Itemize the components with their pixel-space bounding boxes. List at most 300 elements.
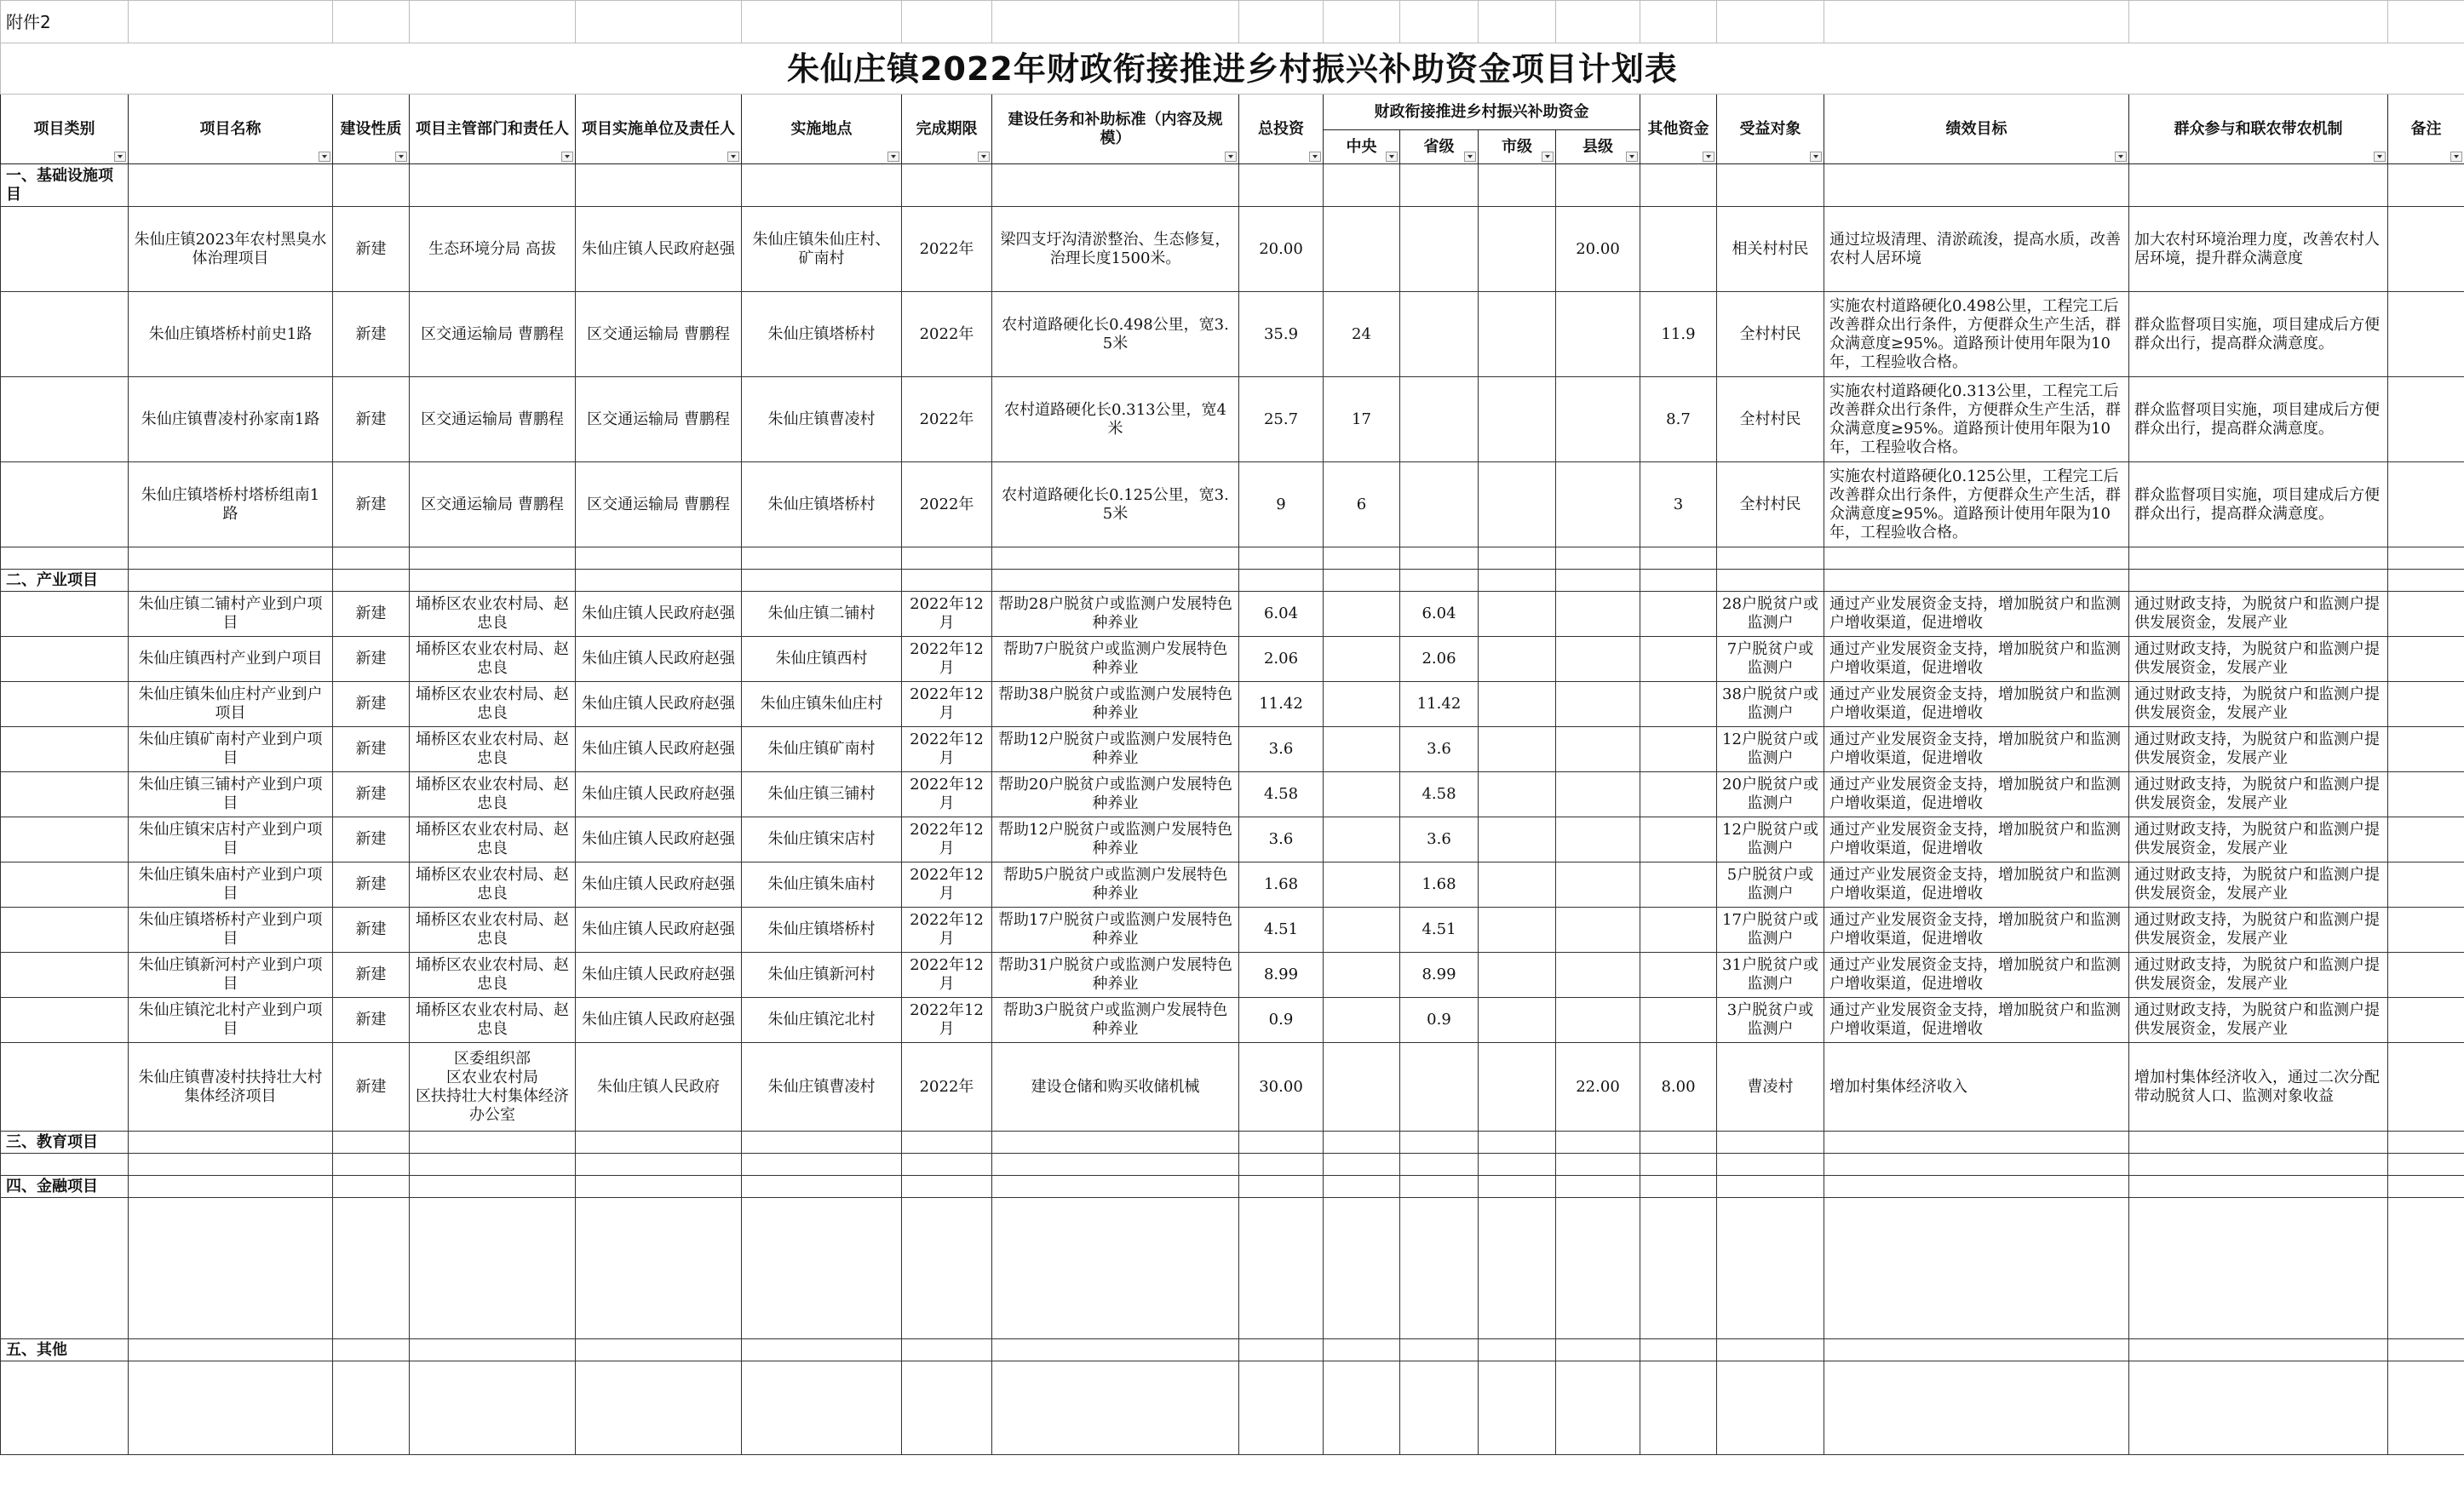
cell-central[interactable] <box>1324 772 1400 817</box>
header-central[interactable]: 中央 <box>1324 130 1400 164</box>
cell-place[interactable]: 朱仙庄镇沱北村 <box>742 998 902 1043</box>
cell-city[interactable] <box>1479 772 1556 817</box>
empty-cell[interactable] <box>576 570 742 592</box>
empty-cell[interactable] <box>1400 570 1479 592</box>
empty-cell[interactable] <box>1556 1154 1640 1176</box>
empty-cell[interactable] <box>1640 1154 1717 1176</box>
empty-cell[interactable] <box>129 1339 333 1361</box>
cell-deadline[interactable]: 2022年12月 <box>902 817 992 862</box>
empty-cell[interactable] <box>2129 570 2388 592</box>
header-beneficiary[interactable]: 受益对象 <box>1717 95 1824 164</box>
cell-province[interactable]: 8.99 <box>1400 953 1479 998</box>
empty-cell[interactable] <box>2388 547 2464 570</box>
empty-cell[interactable] <box>129 1361 333 1455</box>
cell-central[interactable]: 6 <box>1324 462 1400 547</box>
cell-nature[interactable]: 新建 <box>333 207 410 292</box>
cell-mechanism[interactable]: 通过财政支持，为脱贫户和监测户提供发展资金，发展产业 <box>2129 862 2388 908</box>
cell-central[interactable] <box>1324 207 1400 292</box>
empty-cell[interactable] <box>1239 1154 1324 1176</box>
cell-task[interactable]: 帮助7户脱贫户或监测户发展特色种养业 <box>992 637 1239 682</box>
cell-deadline[interactable]: 2022年 <box>902 207 992 292</box>
header-unit[interactable]: 项目实施单位及责任人 <box>576 95 742 164</box>
cell-deadline[interactable]: 2022年12月 <box>902 998 992 1043</box>
empty-cell[interactable] <box>992 164 1239 207</box>
category-cell[interactable] <box>1 817 129 862</box>
cell-name[interactable]: 朱仙庄镇曹凌村扶持壮大村集体经济项目 <box>129 1043 333 1132</box>
empty-cell[interactable] <box>1324 1132 1400 1154</box>
empty-cell[interactable] <box>129 1198 333 1339</box>
cell-total[interactable]: 8.99 <box>1239 953 1324 998</box>
cell-unit[interactable]: 朱仙庄镇人民政府赵强 <box>576 207 742 292</box>
cell-province[interactable] <box>1400 292 1479 377</box>
empty-cell[interactable] <box>1824 1176 2129 1198</box>
cell-province[interactable]: 0.9 <box>1400 998 1479 1043</box>
cell-mechanism[interactable]: 通过财政支持，为脱贫户和监测户提供发展资金，发展产业 <box>2129 637 2388 682</box>
cell-name[interactable]: 朱仙庄镇宋店村产业到户项目 <box>129 817 333 862</box>
empty-cell[interactable] <box>2388 1361 2464 1455</box>
cell-place[interactable]: 朱仙庄镇塔桥村 <box>742 292 902 377</box>
cell-name[interactable]: 朱仙庄镇塔桥村产业到户项目 <box>129 908 333 953</box>
empty-cell[interactable] <box>1556 547 1640 570</box>
cell-unit[interactable]: 区交通运输局 曹鹏程 <box>576 377 742 462</box>
cell-city[interactable] <box>1479 292 1556 377</box>
cell-place[interactable]: 朱仙庄镇曹凌村 <box>742 1043 902 1132</box>
cell-county[interactable] <box>1556 817 1640 862</box>
empty-cell[interactable] <box>1824 1339 2129 1361</box>
cell-name[interactable]: 朱仙庄镇二铺村产业到户项目 <box>129 592 333 637</box>
cell-place[interactable]: 朱仙庄镇朱仙庄村、矿南村 <box>742 207 902 292</box>
cell-unit[interactable]: 朱仙庄镇人民政府赵强 <box>576 953 742 998</box>
cell-remark[interactable] <box>2388 637 2464 682</box>
cell-deadline[interactable]: 2022年12月 <box>902 953 992 998</box>
filter-dropdown-icon[interactable] <box>2374 152 2386 162</box>
empty-cell[interactable] <box>902 570 992 592</box>
empty-cell[interactable] <box>333 570 410 592</box>
cell-remark[interactable] <box>2388 592 2464 637</box>
cell-total[interactable]: 35.9 <box>1239 292 1324 377</box>
cell-name[interactable]: 朱仙庄镇塔桥村前史1路 <box>129 292 333 377</box>
cell-central[interactable] <box>1324 817 1400 862</box>
section-industry[interactable]: 二、产业项目 <box>1 570 129 592</box>
cell-unit[interactable]: 区交通运输局 曹鹏程 <box>576 292 742 377</box>
filter-dropdown-icon[interactable] <box>1464 152 1476 162</box>
empty-cell[interactable] <box>1239 164 1324 207</box>
filter-dropdown-icon[interactable] <box>395 152 407 162</box>
empty-cell[interactable] <box>1239 1198 1324 1339</box>
empty-cell[interactable] <box>742 164 902 207</box>
cell-deadline[interactable]: 2022年12月 <box>902 727 992 772</box>
empty-cell[interactable] <box>1324 570 1400 592</box>
empty-cell[interactable] <box>2129 1361 2388 1455</box>
cell-target[interactable]: 通过产业发展资金支持，增加脱贫户和监测户增收渠道，促进增收 <box>1824 727 2129 772</box>
cell-total[interactable]: 2.06 <box>1239 637 1324 682</box>
empty-cell[interactable] <box>992 547 1239 570</box>
cell-total[interactable]: 9 <box>1239 462 1324 547</box>
category-cell[interactable] <box>1 592 129 637</box>
cell-mechanism[interactable]: 通过财政支持，为脱贫户和监测户提供发展资金，发展产业 <box>2129 592 2388 637</box>
cell-unit[interactable]: 朱仙庄镇人民政府赵强 <box>576 682 742 727</box>
empty-cell[interactable] <box>742 1361 902 1455</box>
cell-other[interactable] <box>1640 592 1717 637</box>
cell-remark[interactable] <box>2388 862 2464 908</box>
category-cell[interactable] <box>1 637 129 682</box>
cell-remark[interactable] <box>2388 772 2464 817</box>
filter-dropdown-icon[interactable] <box>2115 152 2127 162</box>
cell-nature[interactable]: 新建 <box>333 462 410 547</box>
empty-cell[interactable] <box>410 1176 576 1198</box>
empty-cell[interactable] <box>1640 570 1717 592</box>
empty-cell[interactable] <box>410 547 576 570</box>
cell-target[interactable]: 实施农村道路硬化0.498公里，工程完工后改善群众出行条件，方便群众生产生活，群众满意度≥95%。道路预计使用年限为10年，工程验收合格。 <box>1824 292 2129 377</box>
empty-cell[interactable] <box>902 547 992 570</box>
empty-cell[interactable] <box>333 1198 410 1339</box>
cell-beneficiary[interactable]: 12户脱贫户或监测户 <box>1717 817 1824 862</box>
empty-cell[interactable] <box>576 164 742 207</box>
empty-cell[interactable] <box>992 1198 1239 1339</box>
cell-mechanism[interactable]: 通过财政支持，为脱贫户和监测户提供发展资金，发展产业 <box>2129 772 2388 817</box>
cell-city[interactable] <box>1479 862 1556 908</box>
filter-dropdown-icon[interactable] <box>1386 152 1398 162</box>
empty-cell[interactable] <box>992 570 1239 592</box>
cell-mechanism[interactable]: 通过财政支持，为脱贫户和监测户提供发展资金，发展产业 <box>2129 953 2388 998</box>
empty-cell[interactable] <box>1717 1132 1824 1154</box>
cell-county[interactable] <box>1556 292 1640 377</box>
cell-remark[interactable] <box>2388 207 2464 292</box>
header-deadline[interactable]: 完成期限 <box>902 95 992 164</box>
category-cell[interactable] <box>1 862 129 908</box>
cell-task[interactable]: 农村道路硬化长0.498公里，宽3.5米 <box>992 292 1239 377</box>
cell-other[interactable] <box>1640 682 1717 727</box>
cell-other[interactable] <box>1640 817 1717 862</box>
empty-cell[interactable] <box>1717 1339 1824 1361</box>
empty-cell[interactable] <box>333 164 410 207</box>
filter-dropdown-icon[interactable] <box>319 152 330 162</box>
empty-cell[interactable] <box>1479 1198 1556 1339</box>
header-nature[interactable]: 建设性质 <box>333 95 410 164</box>
empty-cell[interactable] <box>333 1339 410 1361</box>
empty-cell[interactable] <box>129 1154 333 1176</box>
cell-unit[interactable]: 朱仙庄镇人民政府赵强 <box>576 998 742 1043</box>
cell-other[interactable] <box>1640 998 1717 1043</box>
header-dept[interactable]: 项目主管部门和责任人 <box>410 95 576 164</box>
cell-target[interactable]: 通过产业发展资金支持，增加脱贫户和监测户增收渠道，促进增收 <box>1824 637 2129 682</box>
category-cell[interactable] <box>1 682 129 727</box>
empty-cell[interactable] <box>902 1361 992 1455</box>
cell-deadline[interactable]: 2022年 <box>902 462 992 547</box>
empty-cell[interactable] <box>1239 1339 1324 1361</box>
empty-cell[interactable] <box>333 1154 410 1176</box>
empty-cell[interactable] <box>1400 1361 1479 1455</box>
cell-province[interactable] <box>1400 1043 1479 1132</box>
header-province[interactable]: 省级 <box>1400 130 1479 164</box>
cell-nature[interactable]: 新建 <box>333 637 410 682</box>
empty-cell[interactable] <box>1556 1361 1640 1455</box>
cell-name[interactable]: 朱仙庄镇沱北村产业到户项目 <box>129 998 333 1043</box>
cell-beneficiary[interactable]: 7户脱贫户或监测户 <box>1717 637 1824 682</box>
cell-central[interactable] <box>1324 908 1400 953</box>
empty-cell[interactable] <box>1324 164 1400 207</box>
cell-nature[interactable]: 新建 <box>333 908 410 953</box>
empty-cell[interactable] <box>2388 570 2464 592</box>
cell-mechanism[interactable]: 群众监督项目实施，项目建成后方便群众出行，提高群众满意度。 <box>2129 462 2388 547</box>
empty-cell[interactable] <box>2388 1132 2464 1154</box>
empty-cell[interactable] <box>742 547 902 570</box>
cell-dept[interactable]: 埇桥区农业农村局、赵忠良 <box>410 592 576 637</box>
cell-mechanism[interactable]: 群众监督项目实施，项目建成后方便群众出行，提高群众满意度。 <box>2129 377 2388 462</box>
filter-dropdown-icon[interactable] <box>1626 152 1638 162</box>
cell-deadline[interactable]: 2022年 <box>902 1043 992 1132</box>
cell-place[interactable]: 朱仙庄镇曹凌村 <box>742 377 902 462</box>
cell-name[interactable]: 朱仙庄镇新河村产业到户项目 <box>129 953 333 998</box>
empty-cell[interactable] <box>742 1154 902 1176</box>
section-other[interactable]: 五、其他 <box>1 1339 129 1361</box>
cell-task[interactable]: 帮助12户脱贫户或监测户发展特色种养业 <box>992 817 1239 862</box>
cell-county[interactable] <box>1556 727 1640 772</box>
category-cell[interactable] <box>1 772 129 817</box>
cell-city[interactable] <box>1479 727 1556 772</box>
cell-unit[interactable]: 朱仙庄镇人民政府赵强 <box>576 772 742 817</box>
cell-name[interactable]: 朱仙庄镇三铺村产业到户项目 <box>129 772 333 817</box>
empty-cell[interactable] <box>1717 1361 1824 1455</box>
filter-dropdown-icon[interactable] <box>978 152 990 162</box>
cell-beneficiary[interactable]: 5户脱贫户或监测户 <box>1717 862 1824 908</box>
empty-cell[interactable] <box>129 547 333 570</box>
empty-cell[interactable] <box>129 164 333 207</box>
cell-place[interactable]: 朱仙庄镇新河村 <box>742 953 902 998</box>
cell-beneficiary[interactable]: 31户脱贫户或监测户 <box>1717 953 1824 998</box>
filter-dropdown-icon[interactable] <box>1225 152 1237 162</box>
cell-dept[interactable]: 生态环境分局 高拔 <box>410 207 576 292</box>
empty-cell[interactable] <box>1717 547 1824 570</box>
empty-cell[interactable] <box>1479 1339 1556 1361</box>
category-cell[interactable] <box>1 953 129 998</box>
filter-dropdown-icon[interactable] <box>1542 152 1554 162</box>
empty-cell[interactable] <box>576 1339 742 1361</box>
empty-cell[interactable] <box>2388 1176 2464 1198</box>
empty-cell[interactable] <box>2388 1339 2464 1361</box>
category-cell[interactable] <box>1 1043 129 1132</box>
filter-dropdown-icon[interactable] <box>114 152 126 162</box>
empty-cell[interactable] <box>1824 1132 2129 1154</box>
cell-province[interactable]: 4.51 <box>1400 908 1479 953</box>
cell-unit[interactable]: 区交通运输局 曹鹏程 <box>576 462 742 547</box>
empty-cell[interactable] <box>1556 570 1640 592</box>
cell-beneficiary[interactable]: 全村村民 <box>1717 377 1824 462</box>
cell-place[interactable]: 朱仙庄镇朱仙庄村 <box>742 682 902 727</box>
empty-cell[interactable] <box>1239 547 1324 570</box>
empty-cell[interactable] <box>1479 164 1556 207</box>
category-cell[interactable] <box>1 207 129 292</box>
cell-mechanism[interactable]: 群众监督项目实施，项目建成后方便群众出行，提高群众满意度。 <box>2129 292 2388 377</box>
empty-cell[interactable] <box>1479 547 1556 570</box>
cell-nature[interactable]: 新建 <box>333 998 410 1043</box>
category-cell[interactable] <box>1 727 129 772</box>
cell-place[interactable]: 朱仙庄镇三铺村 <box>742 772 902 817</box>
empty-cell[interactable] <box>742 1339 902 1361</box>
empty-cell[interactable] <box>1824 547 2129 570</box>
cell-total[interactable]: 3.6 <box>1239 727 1324 772</box>
cell-nature[interactable]: 新建 <box>333 862 410 908</box>
empty-cell[interactable] <box>576 547 742 570</box>
cell-other[interactable] <box>1640 772 1717 817</box>
section-education[interactable]: 三、教育项目 <box>1 1132 129 1154</box>
cell-beneficiary[interactable]: 17户脱贫户或监测户 <box>1717 908 1824 953</box>
cell-dept[interactable]: 埇桥区农业农村局、赵忠良 <box>410 908 576 953</box>
cell-name[interactable]: 朱仙庄镇朱庙村产业到户项目 <box>129 862 333 908</box>
cell-unit[interactable]: 朱仙庄镇人民政府赵强 <box>576 592 742 637</box>
empty-cell[interactable] <box>333 1361 410 1455</box>
empty-cell[interactable] <box>1556 164 1640 207</box>
cell-province[interactable]: 11.42 <box>1400 682 1479 727</box>
cell-county[interactable] <box>1556 637 1640 682</box>
cell-other[interactable]: 3 <box>1640 462 1717 547</box>
empty-cell[interactable] <box>1 1198 129 1339</box>
cell-province[interactable] <box>1400 377 1479 462</box>
empty-cell[interactable] <box>1479 1132 1556 1154</box>
cell-total[interactable]: 20.00 <box>1239 207 1324 292</box>
empty-cell[interactable] <box>576 1198 742 1339</box>
empty-cell[interactable] <box>1824 164 2129 207</box>
empty-cell[interactable] <box>1824 1198 2129 1339</box>
category-cell[interactable] <box>1 292 129 377</box>
empty-cell[interactable] <box>333 1132 410 1154</box>
empty-cell[interactable] <box>1640 1176 1717 1198</box>
empty-cell[interactable] <box>1400 547 1479 570</box>
cell-task[interactable]: 帮助5户脱贫户或监测户发展特色种养业 <box>992 862 1239 908</box>
cell-city[interactable] <box>1479 207 1556 292</box>
cell-place[interactable]: 朱仙庄镇塔桥村 <box>742 462 902 547</box>
empty-cell[interactable] <box>1717 1176 1824 1198</box>
header-mechanism[interactable]: 群众参与和联农带农机制 <box>2129 95 2388 164</box>
empty-cell[interactable] <box>1640 1132 1717 1154</box>
empty-cell[interactable] <box>1324 1198 1400 1339</box>
cell-place[interactable]: 朱仙庄镇二铺村 <box>742 592 902 637</box>
empty-cell[interactable] <box>1 1154 129 1176</box>
empty-cell[interactable] <box>333 1176 410 1198</box>
empty-cell[interactable] <box>333 547 410 570</box>
cell-place[interactable]: 朱仙庄镇朱庙村 <box>742 862 902 908</box>
cell-other[interactable]: 8.7 <box>1640 377 1717 462</box>
cell-beneficiary[interactable]: 全村村民 <box>1717 462 1824 547</box>
cell-total[interactable]: 25.7 <box>1239 377 1324 462</box>
cell-city[interactable] <box>1479 908 1556 953</box>
cell-target[interactable]: 通过产业发展资金支持，增加脱贫户和监测户增收渠道，促进增收 <box>1824 953 2129 998</box>
empty-cell[interactable] <box>1479 570 1556 592</box>
empty-cell[interactable] <box>1717 1154 1824 1176</box>
cell-target[interactable]: 通过产业发展资金支持，增加脱贫户和监测户增收渠道，促进增收 <box>1824 998 2129 1043</box>
empty-cell[interactable] <box>576 1361 742 1455</box>
empty-cell[interactable] <box>2129 1198 2388 1339</box>
cell-task[interactable]: 帮助38户脱贫户或监测户发展特色种养业 <box>992 682 1239 727</box>
cell-task[interactable]: 帮助28户脱贫户或监测户发展特色种养业 <box>992 592 1239 637</box>
empty-cell[interactable] <box>742 1198 902 1339</box>
empty-cell[interactable] <box>992 1176 1239 1198</box>
cell-target[interactable]: 通过产业发展资金支持，增加脱贫户和监测户增收渠道，促进增收 <box>1824 908 2129 953</box>
header-category[interactable]: 项目类别 <box>1 95 129 164</box>
cell-target[interactable]: 通过产业发展资金支持，增加脱贫户和监测户增收渠道，促进增收 <box>1824 682 2129 727</box>
cell-place[interactable]: 朱仙庄镇矿南村 <box>742 727 902 772</box>
empty-cell[interactable] <box>2129 1154 2388 1176</box>
cell-central[interactable]: 17 <box>1324 377 1400 462</box>
cell-other[interactable] <box>1640 862 1717 908</box>
cell-province[interactable]: 3.6 <box>1400 727 1479 772</box>
empty-cell[interactable] <box>1324 1176 1400 1198</box>
cell-remark[interactable] <box>2388 682 2464 727</box>
cell-county[interactable] <box>1556 462 1640 547</box>
cell-central[interactable] <box>1324 682 1400 727</box>
cell-remark[interactable] <box>2388 292 2464 377</box>
header-other[interactable]: 其他资金 <box>1640 95 1717 164</box>
cell-county[interactable]: 20.00 <box>1556 207 1640 292</box>
empty-cell[interactable] <box>1400 1154 1479 1176</box>
cell-nature[interactable]: 新建 <box>333 1043 410 1132</box>
empty-cell[interactable] <box>1717 570 1824 592</box>
empty-cell[interactable] <box>992 1154 1239 1176</box>
cell-remark[interactable] <box>2388 908 2464 953</box>
cell-county[interactable] <box>1556 592 1640 637</box>
cell-nature[interactable]: 新建 <box>333 592 410 637</box>
empty-cell[interactable] <box>410 1154 576 1176</box>
cell-name[interactable]: 朱仙庄镇塔桥村塔桥组南1路 <box>129 462 333 547</box>
cell-remark[interactable] <box>2388 1043 2464 1132</box>
cell-target[interactable]: 通过产业发展资金支持，增加脱贫户和监测户增收渠道，促进增收 <box>1824 862 2129 908</box>
cell-beneficiary[interactable]: 曹凌村 <box>1717 1043 1824 1132</box>
empty-cell[interactable] <box>1556 1198 1640 1339</box>
cell-central[interactable] <box>1324 998 1400 1043</box>
empty-cell[interactable] <box>1640 164 1717 207</box>
header-total[interactable]: 总投资 <box>1239 95 1324 164</box>
cell-province[interactable] <box>1400 462 1479 547</box>
cell-total[interactable]: 11.42 <box>1239 682 1324 727</box>
empty-cell[interactable] <box>2129 1339 2388 1361</box>
filter-dropdown-icon[interactable] <box>727 152 739 162</box>
cell-deadline[interactable]: 2022年 <box>902 292 992 377</box>
cell-unit[interactable]: 朱仙庄镇人民政府赵强 <box>576 908 742 953</box>
cell-task[interactable]: 帮助31户脱贫户或监测户发展特色种养业 <box>992 953 1239 998</box>
cell-mechanism[interactable]: 通过财政支持，为脱贫户和监测户提供发展资金，发展产业 <box>2129 998 2388 1043</box>
cell-other[interactable] <box>1640 637 1717 682</box>
cell-dept[interactable]: 埇桥区农业农村局、赵忠良 <box>410 862 576 908</box>
cell-unit[interactable]: 朱仙庄镇人民政府赵强 <box>576 637 742 682</box>
cell-other[interactable] <box>1640 908 1717 953</box>
cell-nature[interactable]: 新建 <box>333 817 410 862</box>
empty-cell[interactable] <box>1640 547 1717 570</box>
cell-unit[interactable]: 朱仙庄镇人民政府赵强 <box>576 727 742 772</box>
cell-name[interactable]: 朱仙庄镇西村产业到户项目 <box>129 637 333 682</box>
empty-cell[interactable] <box>902 1198 992 1339</box>
header-task[interactable]: 建设任务和补助标准（内容及规模） <box>992 95 1239 164</box>
cell-task[interactable]: 建设仓储和购买收储机械 <box>992 1043 1239 1132</box>
cell-beneficiary[interactable]: 12户脱贫户或监测户 <box>1717 727 1824 772</box>
cell-dept[interactable]: 区交通运输局 曹鹏程 <box>410 462 576 547</box>
cell-central[interactable] <box>1324 1043 1400 1132</box>
header-city[interactable]: 市级 <box>1479 130 1556 164</box>
empty-cell[interactable] <box>410 1361 576 1455</box>
cell-dept[interactable]: 埇桥区农业农村局、赵忠良 <box>410 727 576 772</box>
cell-remark[interactable] <box>2388 998 2464 1043</box>
empty-cell[interactable] <box>410 1132 576 1154</box>
cell-province[interactable]: 1.68 <box>1400 862 1479 908</box>
empty-cell[interactable] <box>410 570 576 592</box>
cell-county[interactable] <box>1556 682 1640 727</box>
empty-cell[interactable] <box>1556 1132 1640 1154</box>
empty-cell[interactable] <box>1400 1132 1479 1154</box>
empty-cell[interactable] <box>1239 1176 1324 1198</box>
cell-deadline[interactable]: 2022年12月 <box>902 908 992 953</box>
cell-total[interactable]: 4.58 <box>1239 772 1324 817</box>
empty-cell[interactable] <box>1479 1361 1556 1455</box>
cell-task[interactable]: 梁四支圩沟清淤整治、生态修复，治理长度1500米。 <box>992 207 1239 292</box>
